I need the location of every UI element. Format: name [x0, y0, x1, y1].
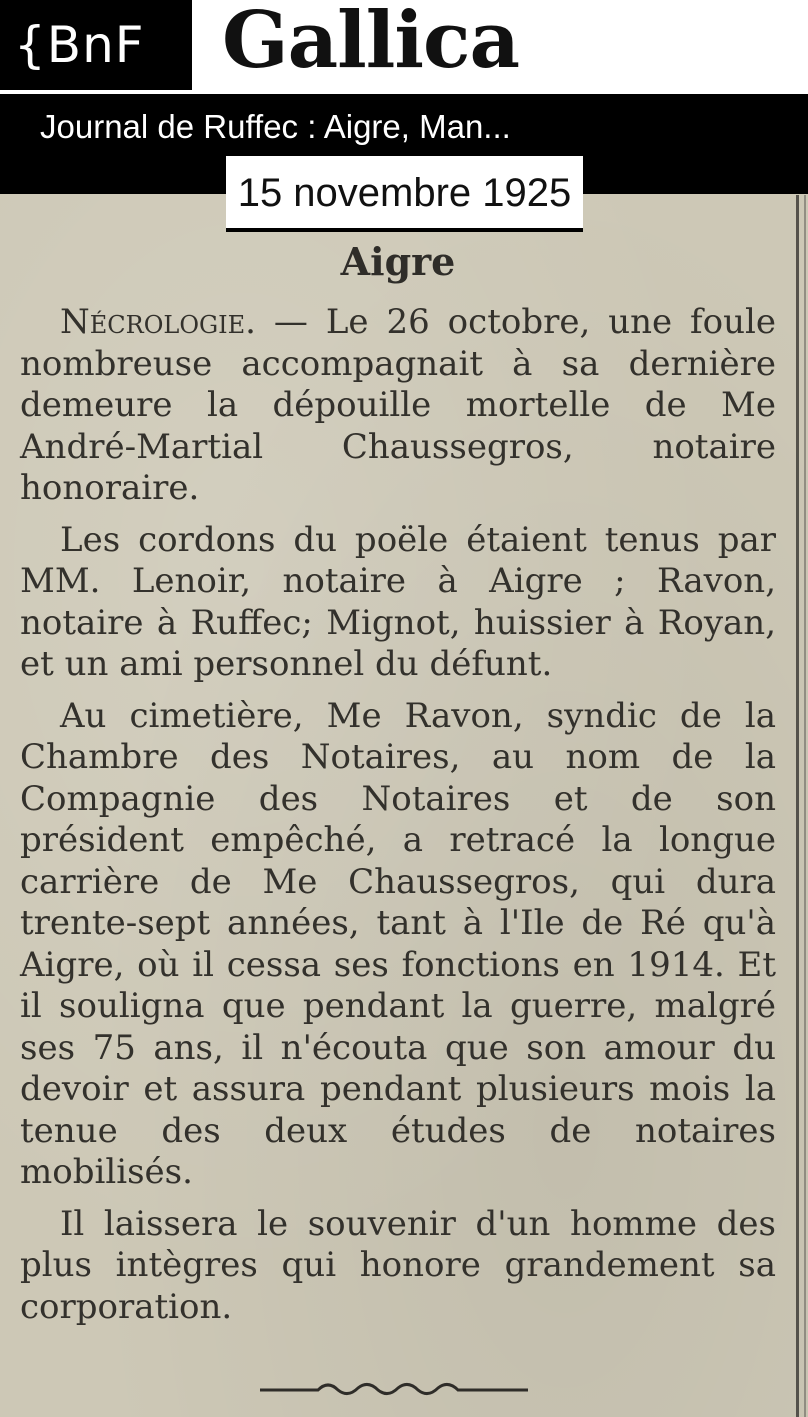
article-paragraph-4: Il laissera le souvenir d'un homme des plus intègres qui honore grandement sa corporation. — [20, 1203, 776, 1327]
article-paragraph-2: Les cordons du poële étaient tenus par MM. Lenoir, notaire à Aigre ; Ravon, notaire à Ruffec; Mignot, huissier à Royan, et un ami personnel du défunt. — [20, 519, 776, 684]
paragraph-text: — Le 26 octobre, une foule nombreuse accompagnait à sa dernière demeure la dépouille mortelle de Me André-Martial Chaussegros, notaire honoraire. — [20, 302, 776, 508]
ornament-divider — [258, 1376, 530, 1400]
issue-date: 15 novembre 1925 — [226, 156, 583, 232]
column-rule-secondary — [804, 195, 806, 1417]
article-paragraph-1 — [20, 302, 776, 510]
section-lead: Nécrologie. — [60, 302, 256, 342]
article-body — [20, 302, 776, 1362]
bnf-logo[interactable]: {BnF — [0, 0, 192, 90]
gallica-logo[interactable]: Gallica — [222, 0, 520, 86]
journal-title: Journal de Ruffec : Aigre, Man... — [40, 108, 511, 145]
article-heading: Aigre — [340, 239, 456, 284]
column-rule — [796, 195, 799, 1417]
article-paragraph-3: Au cimetière, Me Ravon, syndic de la Chambre des Notaires, au nom de la Compagnie des Notaires et de son président empêché, a retracé la longue carrière de Me Chaussegros, qui dura trente-sept années, tant à l'Ile de Ré qu'à Aigre, où il cessa ses fonctions en 1914. Et il souligna que pendant la guerre, malgré ses 75 ans, il n'écouta que son amour du devoir et assura pendant plusieurs mois la tenue des deux études de notaires mobilisés. — [20, 695, 776, 1192]
